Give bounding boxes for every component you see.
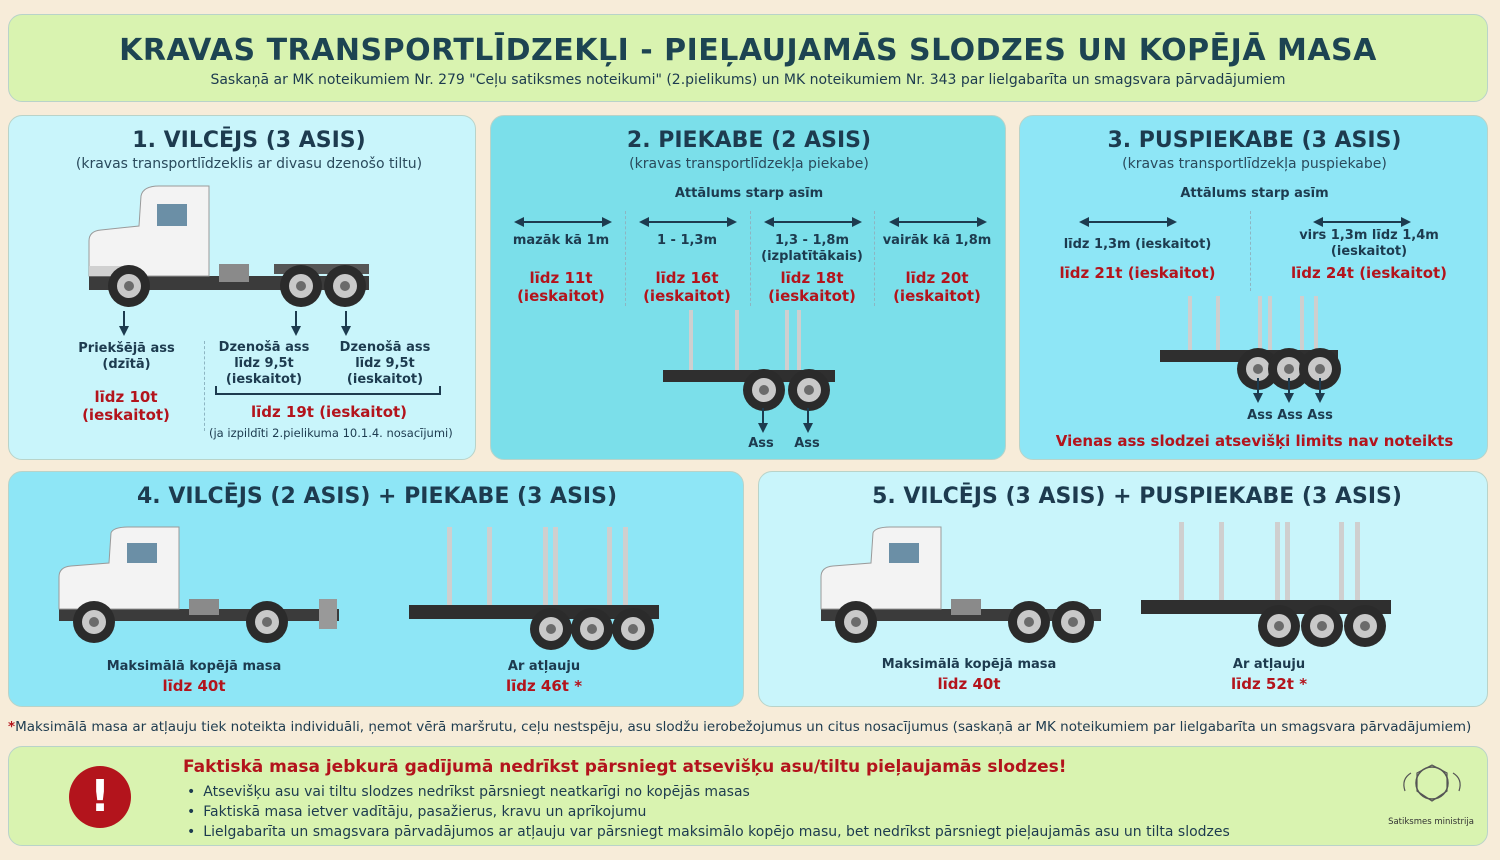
list-item: • Atsevišķu asu vai tiltu slodzes nedrīkst pārsniegt neatkarīgi no kopējās masas [187, 782, 1230, 802]
tractor-3-axle-combo-icon [811, 527, 1111, 642]
axle-label-2: Ass [794, 436, 820, 451]
panel4-permit-value: līdz 46t * [505, 677, 583, 695]
panel4-max-label: Maksimālā kopējā masa [106, 659, 282, 674]
panel1-note: (ja izpildīti 2.pielikuma 10.1.4. nosacījumi) [209, 426, 453, 440]
tractor-2-axle-icon [49, 527, 349, 642]
ministry-crest-icon [1397, 761, 1467, 811]
page-title: KRAVAS TRANSPORTLĪDZEKĻI - PIEĻAUJAMĀS SLODZES UN KOPĒJĀ MASA [119, 33, 1377, 68]
distance-col-1: līdz 1,3m (ieskaitot) [1063, 237, 1212, 252]
panel4-permit-label: Ar atļauju [507, 659, 581, 674]
panel1-subtitle: (kravas transportlīdzeklis ar divasu dzenošo tiltu) [75, 156, 423, 172]
drive-axle-1-label: Dzenošā ass līdz 9,5t (ieskaitot) [218, 340, 310, 387]
list-item: • Faktiskā masa ietver vadītāju, pasažierus, kravu un aprīkojumu [187, 802, 1230, 822]
footnote-star: * [8, 719, 16, 735]
footnote-text: Maksimālā masa ar atļauju tiek noteikta individuāli, ņemot vērā maršrutu, ceļu nestspēju, asu slodžu ierobežojumus un citus nosacījumus (saskaņā ar MK noteikumiem par lielgabarīta un smagsvara pārvadājumiem) [15, 719, 1472, 735]
limit-col-1: līdz 11t (ieskaitot) [517, 269, 605, 305]
distance-arrows [1020, 216, 1489, 228]
panel5-max-label: Maksimālā kopējā masa [881, 657, 1057, 672]
bogie-bracket [215, 386, 441, 398]
distance-col-3: 1,3 - 1,8m (izplatītākais) [761, 233, 863, 264]
semitrailer-axle-arrows [1248, 378, 1348, 404]
limit-col-1: līdz 21t (ieskaitot) [1059, 264, 1216, 282]
warning-heading: Faktiskā masa jebkurā gadījumā nedrīkst pārsniegt atsevišķu asu/tiltu pieļaujamās slodzes! [183, 757, 1067, 777]
semitrailer-3-axle-combo-icon [1139, 522, 1399, 647]
panel2-distance-heading: Attālums starp asīm [674, 186, 824, 201]
front-axle-limit: līdz 10t (ieskaitot) [82, 388, 170, 424]
limit-col-2: līdz 16t (ieskaitot) [643, 269, 731, 305]
limit-col-4: līdz 20t (ieskaitot) [893, 269, 981, 305]
front-axle-label: Priekšējā ass (dzītā) [78, 341, 175, 372]
panel-tractor-2-plus-trailer-3 [8, 471, 744, 707]
semitrailer-3-axle-icon [1158, 294, 1348, 384]
distance-arrows [499, 216, 999, 228]
list-item: • Lielgabarīta un smagsvara pārvadājumos ar atļauju var pārsniegt maksimālo kopējo masu, bet nedrīkst pārsniegt pieļaujamās asu un tilta slodzes [187, 822, 1230, 842]
panel3-subtitle: (kravas transportlīdzekļa puspiekabe) [1122, 156, 1387, 172]
semitrailer-axle-labels: Ass Ass Ass [1247, 408, 1333, 423]
trailer-2-axle-icon [661, 308, 841, 418]
panel-semitrailer-3-axles [1019, 115, 1488, 460]
panel3-title: 3. PUSPIEKABE (3 ASIS) [1107, 128, 1402, 153]
panel3-distance-heading: Attālums starp asīm [1180, 186, 1329, 201]
warning-list [187, 782, 1230, 842]
distance-col-1: mazāk kā 1m [512, 233, 610, 248]
panel5-permit-label: Ar atļauju [1232, 657, 1306, 672]
panel2-title: 2. PIEKABE (2 ASIS) [626, 128, 872, 153]
exclamation-icon: ! [69, 766, 131, 828]
distance-col-4: vairāk kā 1,8m [882, 233, 992, 248]
panel3-note: Vienas ass slodzei atsevišķi limits nav noteikts [1055, 432, 1454, 450]
limit-col-3: līdz 18t (ieskaitot) [768, 269, 856, 305]
axle-arrows [109, 311, 409, 341]
panel5-max-value: līdz 40t [937, 675, 1001, 693]
distance-col-2: 1 - 1,3m [656, 233, 718, 248]
divider [204, 341, 205, 431]
warning-box [8, 746, 1488, 846]
bogie-limit: līdz 19t (ieskaitot) [250, 403, 408, 421]
drive-axle-2-label: Dzenošā ass līdz 9,5t (ieskaitot) [339, 340, 431, 387]
panel1-title: 1. VILCĒJS (3 ASIS) [132, 128, 366, 153]
footnote [8, 719, 1492, 735]
panel-tractor-3-plus-semitrailer-3 [758, 471, 1488, 707]
page-subtitle: Saskaņā ar MK noteikumiem Nr. 279 "Ceļu satiksmes noteikumi" (2.pielikums) un MK noteikumiem Nr. 343 par lielgabarīta un smagsvara pārvadājumiem [210, 72, 1286, 88]
divider [1250, 211, 1251, 291]
ministry-logo-text: Satiksmes ministrija [1388, 817, 1474, 827]
panel-trailer-2-axles [490, 115, 1006, 460]
distance-col-2: virs 1,3m līdz 1,4m (ieskaitot) [1299, 228, 1439, 259]
header-banner [8, 14, 1488, 102]
tractor-3-axle-icon [79, 186, 379, 306]
trailer-3-axle-icon [407, 527, 667, 652]
limit-col-2: līdz 24t (ieskaitot) [1290, 264, 1448, 282]
panel5-permit-value: līdz 52t * [1230, 675, 1308, 693]
panel-tractor-3-axles [8, 115, 476, 460]
trailer-axle-arrows [751, 408, 851, 436]
axle-label-1: Ass [748, 436, 774, 451]
panel2-subtitle: (kravas transportlīdzekļa piekabe) [629, 156, 869, 172]
panel4-max-value: līdz 40t [162, 677, 226, 695]
panel5-title: 5. VILCĒJS (3 ASIS) + PUSPIEKABE (3 ASIS) [872, 484, 1402, 509]
panel4-title: 4. VILCĒJS (2 ASIS) + PIEKABE (3 ASIS) [137, 484, 617, 509]
